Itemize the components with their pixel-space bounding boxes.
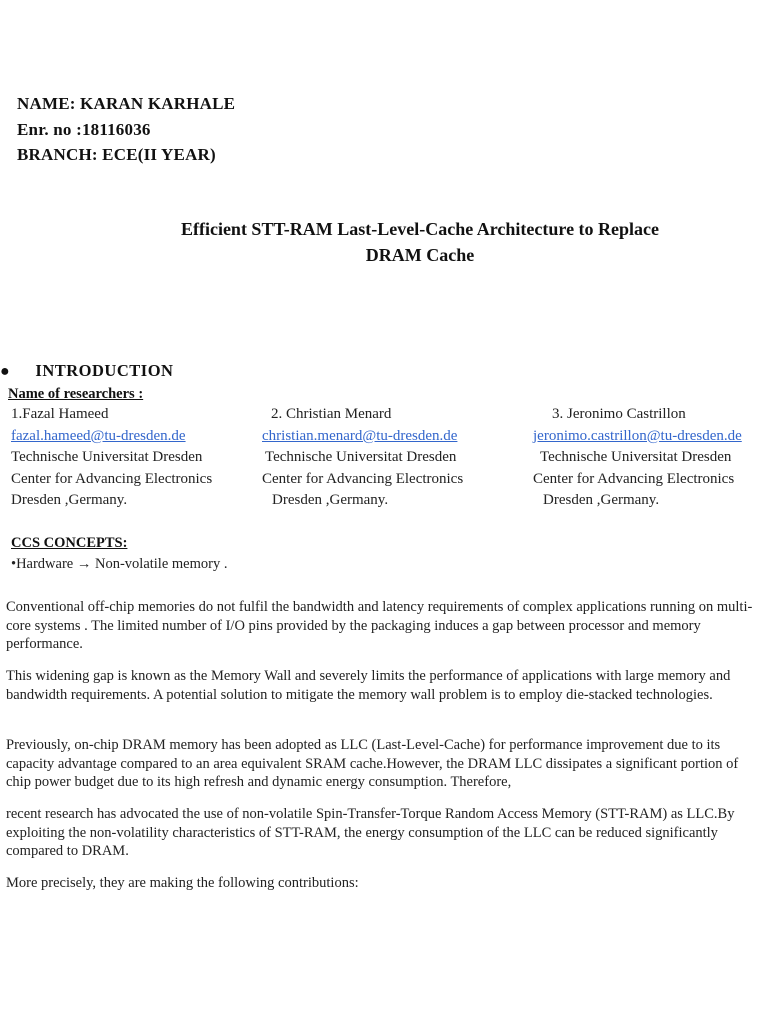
researchers-label: Name of researchers : [8, 386, 144, 402]
paper-title-line-1: Efficient STT-RAM Last-Level-Cache Architecture to Replace [180, 219, 660, 239]
paragraph-1: Conventional off-chip memories do not fulfil the bandwidth and latency requirements of complex applications running on multi-core systems . The limited number of I/O pins provided by the packaging induces a gap between processor and memory performance. [6, 599, 753, 652]
paragraph-5: More precisely, they are making the following contributions: [6, 875, 359, 891]
researcher-name: 3. Jeronimo Castrillon [552, 406, 686, 422]
paragraph-4: recent research has advocated the use of non-volatile Spin-Transfer-Torque Random Access Memory (STT-RAM) as LLC.By exploiting the non-volatility characteristics of STT-RAM, the energy consumption of the LLC can be reduced significantly compared to DRAM. [6, 806, 735, 859]
researcher-university: Technische Universitat Dresden [11, 449, 203, 465]
introduction-heading-text: INTRODUCTION [35, 361, 174, 380]
researcher-university: Technische Universitat Dresden [265, 449, 457, 465]
researcher-name: 1.Fazal Hameed [11, 406, 109, 422]
researcher-email-link[interactable]: fazal.hameed@tu-dresden.de [11, 427, 186, 444]
branch: BRANCH: ECE(II YEAR) [17, 145, 216, 164]
ccs-heading: CCS CONCEPTS: [11, 535, 128, 551]
researcher-name: 2. Christian Menard [271, 406, 392, 422]
researcher-email-link[interactable]: jeronimo.castrillon@tu-dresden.de [533, 427, 742, 444]
student-name: NAME: KARAN KARHALE [17, 94, 236, 113]
bullet-icon: ● [0, 363, 11, 380]
introduction-heading [0, 361, 173, 381]
researcher-location: Dresden ,Germany. [543, 492, 660, 508]
ccs-item: •Hardware → Non-volatile memory . [11, 556, 228, 572]
researcher-email-link[interactable]: christian.menard@tu-dresden.de [262, 427, 458, 444]
researcher-university: Technische Universitat Dresden [540, 449, 732, 465]
paragraph-3: Previously, on-chip DRAM memory has been adopted as LLC (Last-Level-Cache) for performance improvement due to its capacity advantage compared to an area equivalent SRAM cache.However, the DRAM LLC dissipates a significant portion of chip power budget due to its high refresh and dynamic energy consumption. Therefore, [6, 737, 739, 790]
researcher-location: Dresden ,Germany. [11, 492, 128, 508]
researcher-3 [533, 404, 742, 512]
paper-title-line-2: DRAM Cache [365, 245, 475, 265]
researcher-center: Center for Advancing Electronics [11, 470, 213, 487]
researcher-1 [11, 404, 212, 512]
paragraph-2: This widening gap is known as the Memory Wall and severely limits the performance of applications with large memory and bandwidth requirements. A potential solution to mitigate the memory wall problem is to employ die-stacked technologies. [6, 668, 731, 703]
researcher-center: Center for Advancing Electronics [262, 470, 464, 487]
researcher-2 [262, 404, 463, 512]
researcher-center: Center for Advancing Electronics [533, 470, 735, 487]
paper-title [100, 216, 740, 268]
enrollment-number: Enr. no :18116036 [17, 120, 151, 139]
researcher-location: Dresden ,Germany. [272, 492, 389, 508]
